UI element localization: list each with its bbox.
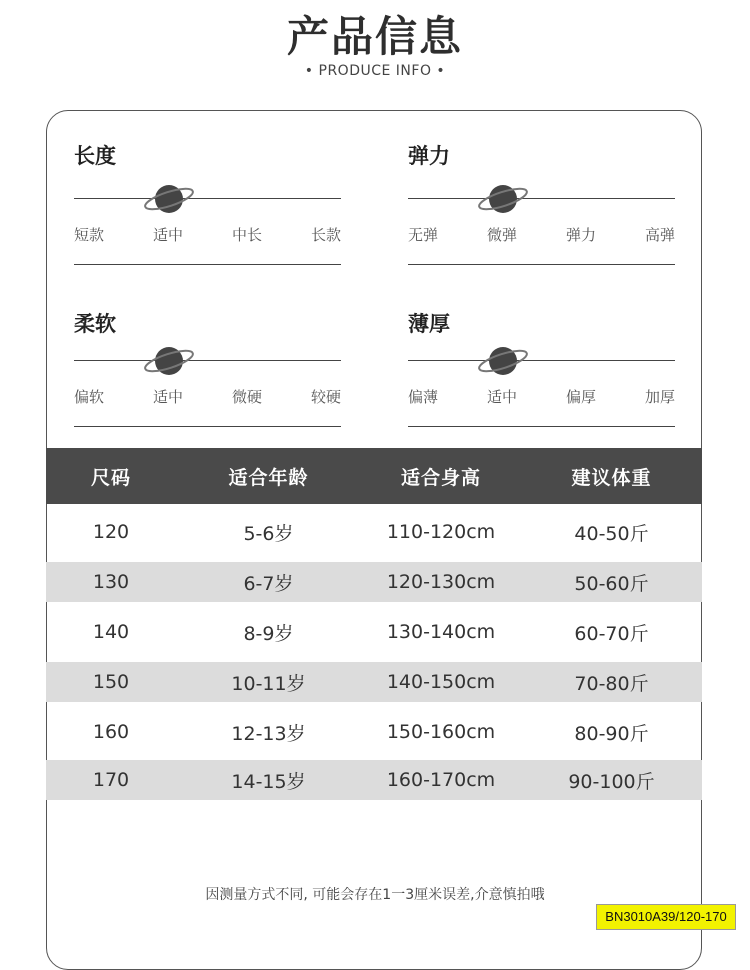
cell-height: 120-130cm [386,571,496,593]
page-subtitle: • PRODUCE INFO • [304,63,446,79]
table-row [46,512,702,552]
cell-weight: 40-50斤 [574,522,649,545]
attribute-divider [408,264,675,265]
cell-size: 170 [92,769,130,791]
cell-age: 10-11岁 [231,672,306,695]
cell-age: 6-7岁 [243,572,294,595]
cell-height: 130-140cm [386,621,496,643]
option-label: 偏厚 [565,388,596,406]
option-label: 适中 [486,388,517,406]
attribute-track [408,360,675,361]
attribute-divider [74,264,341,265]
cell-weight: 60-70斤 [574,622,649,645]
header-age: 适合年龄 [228,466,309,489]
cell-age: 14-15岁 [231,770,306,793]
cell-age: 5-6岁 [243,522,294,545]
cell-height: 110-120cm [386,521,496,543]
option-label: 长款 [310,226,341,244]
option-label: 高弹 [644,226,675,244]
planet-indicator-icon [142,182,196,220]
cell-size: 150 [92,671,130,693]
attribute-name: 弹力 [408,144,450,168]
option-label: 微弹 [486,226,517,244]
table-row [46,760,702,800]
attribute-divider [74,426,341,427]
option-label: 较硬 [310,388,341,406]
attribute-length [46,110,341,250]
cell-weight: 50-60斤 [574,572,649,595]
planet-indicator-icon [142,344,196,382]
header-height: 适合身高 [400,466,481,489]
cell-height: 140-150cm [386,671,496,693]
measurement-note: 因测量方式不同, 可能会存在1一3厘米误差,介意慎拍哦 [205,887,545,903]
cell-weight: 80-90斤 [574,722,649,745]
cell-size: 120 [92,521,130,543]
table-row [46,612,702,652]
attribute-track [408,198,675,199]
table-row [46,662,702,702]
planet-indicator-icon [476,182,530,220]
attribute-name: 薄厚 [408,312,450,336]
header-weight: 建议体重 [571,466,652,489]
table-row [46,712,702,752]
option-label: 无弹 [408,226,439,244]
size-table-header [46,448,702,504]
planet-indicator-icon [476,344,530,382]
option-label: 加厚 [644,388,675,406]
attribute-options [408,224,675,245]
cell-size: 160 [92,721,130,743]
cell-age: 12-13岁 [231,722,306,745]
attribute-options [74,224,341,245]
option-label: 短款 [74,226,105,244]
attribute-track [74,198,341,199]
option-label: 偏薄 [408,388,439,406]
option-label: 弹力 [565,226,596,244]
attribute-thickness [380,272,675,412]
header-size: 尺码 [90,466,131,489]
attribute-track [74,360,341,361]
cell-height: 160-170cm [386,769,496,791]
attribute-elasticity [380,110,675,250]
page-title: 产品信息 [286,12,463,61]
option-label: 适中 [152,388,183,406]
option-label: 适中 [152,226,183,244]
attribute-divider [408,426,675,427]
cell-height: 150-160cm [386,721,496,743]
attribute-name: 柔软 [74,312,116,336]
option-label: 中长 [231,226,262,244]
option-label: 微硬 [231,388,262,406]
option-label: 偏软 [74,388,105,406]
cell-age: 8-9岁 [243,622,294,645]
cell-size: 130 [92,571,130,593]
attribute-softness [46,272,341,412]
table-row [46,562,702,602]
attribute-options [74,386,341,407]
attribute-name: 长度 [74,144,116,168]
product-code-badge: BN3010A39/120-170 [596,904,736,930]
cell-weight: 70-80斤 [574,672,649,695]
attribute-options [408,386,675,407]
cell-weight: 90-100斤 [568,770,655,793]
cell-size: 140 [92,621,130,643]
